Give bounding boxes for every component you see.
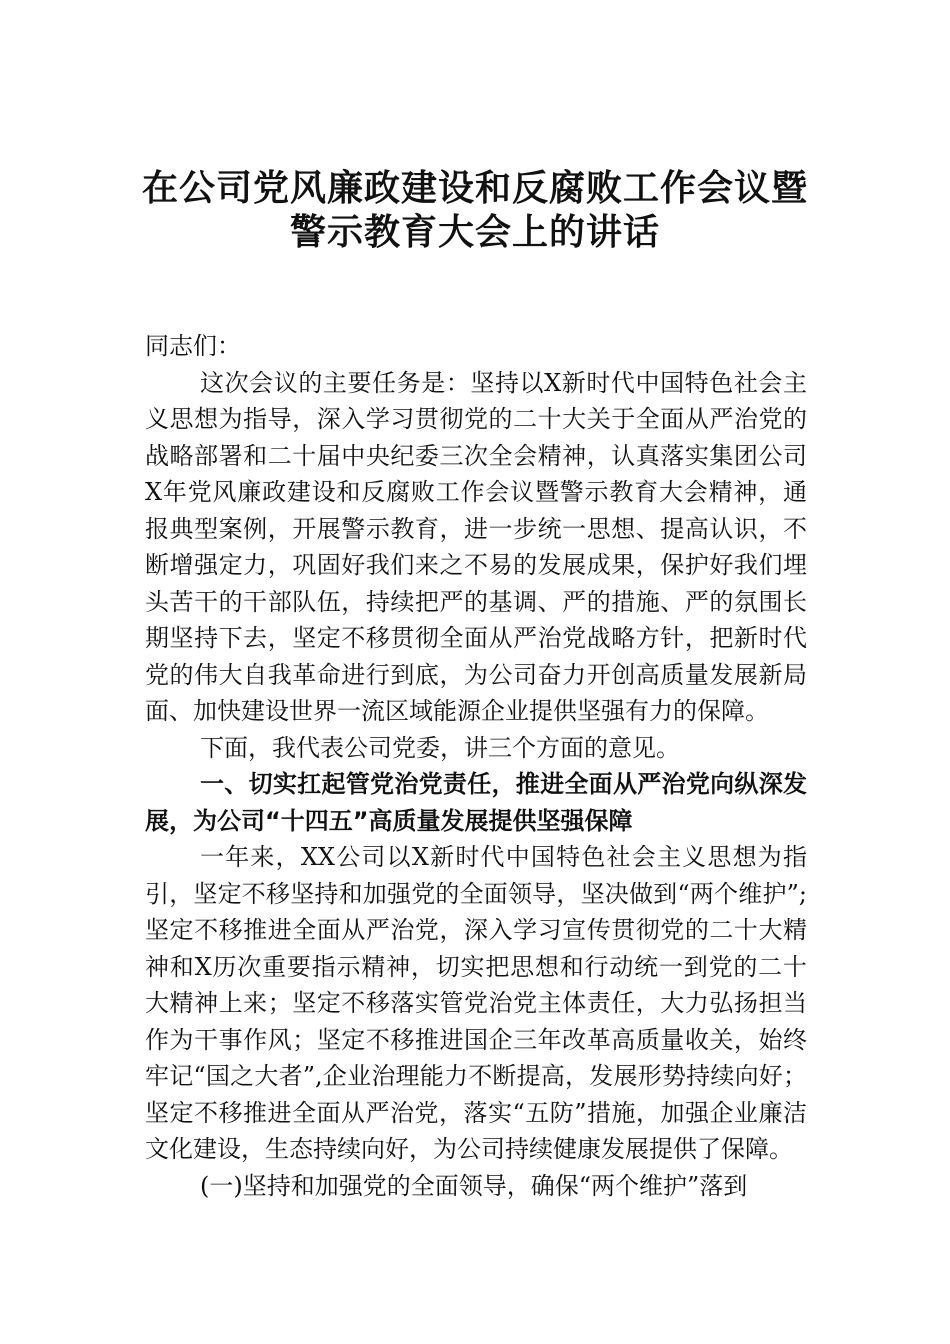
body-paragraph: 一年来，XX公司以X新时代中国特色社会主义思想为指引，坚定不移坚持和加强党的全面领导，坚决做到“两个维护”;坚定不移推进全面从严治党，深入学习宣传贯彻党的二十大精神和X历次重要指示精神，切实把思想和行动统一到党的二十大精神上来；坚定不移落实管党治党主体责任，大力弘扬担当作为干事作风；坚定不移推进国企三年改革高质量收关，始终牢记“国之大者”,企业治理能力不断提高，发展形势持续向好；坚定不移推进全面从严治党，落实“五防”措施，加强企业廉洁文化建设，生态持续向好，为公司持续健康发展提供了保障。 — [145, 843, 807, 1163]
document-body — [145, 328, 807, 1204]
body-paragraph: 这次会议的主要任务是：坚持以X新时代中国特色社会主义思想为指导，深入学习贯彻党的二十大关于全面从严治党的战略部署和二十届中央纪委三次全会精神，认真落实集团公司X年党风廉政建设和反腐败工作会议暨警示教育大会精神，通报典型案例，开展警示教育，进一步统一思想、提高认识，不断增强定力，巩固好我们来之不易的发展成果，保护好我们埋头苦干的干部队伍，持续把严的基调、严的措施、严的氛围长期坚持下去，坚定不移贯彻全面从严治党战略方针，把新时代党的伟大自我革命进行到底，为公司奋力开创高质量发展新局面、加快建设世界一流区域能源企业提供坚强有力的保障。 — [145, 368, 807, 725]
document-title-line-1: 在公司党风廉政建设和反腐败工作会议暨 — [141, 168, 808, 209]
document-title-line-2: 警示教育大会上的讲话 — [289, 212, 660, 253]
subsection-heading: (一)坚持和加强党的全面领导，确保“两个维护”落到 — [200, 1171, 748, 1200]
salutation: 同志们： — [145, 332, 241, 360]
section-heading: 一、切实扛起管党治党责任，推进全面从严治党向纵深发展，为公司“十四五”高质量发展提供坚强保障 — [145, 770, 807, 835]
body-paragraph: 下面，我代表公司党委，讲三个方面的意见。 — [200, 733, 680, 762]
